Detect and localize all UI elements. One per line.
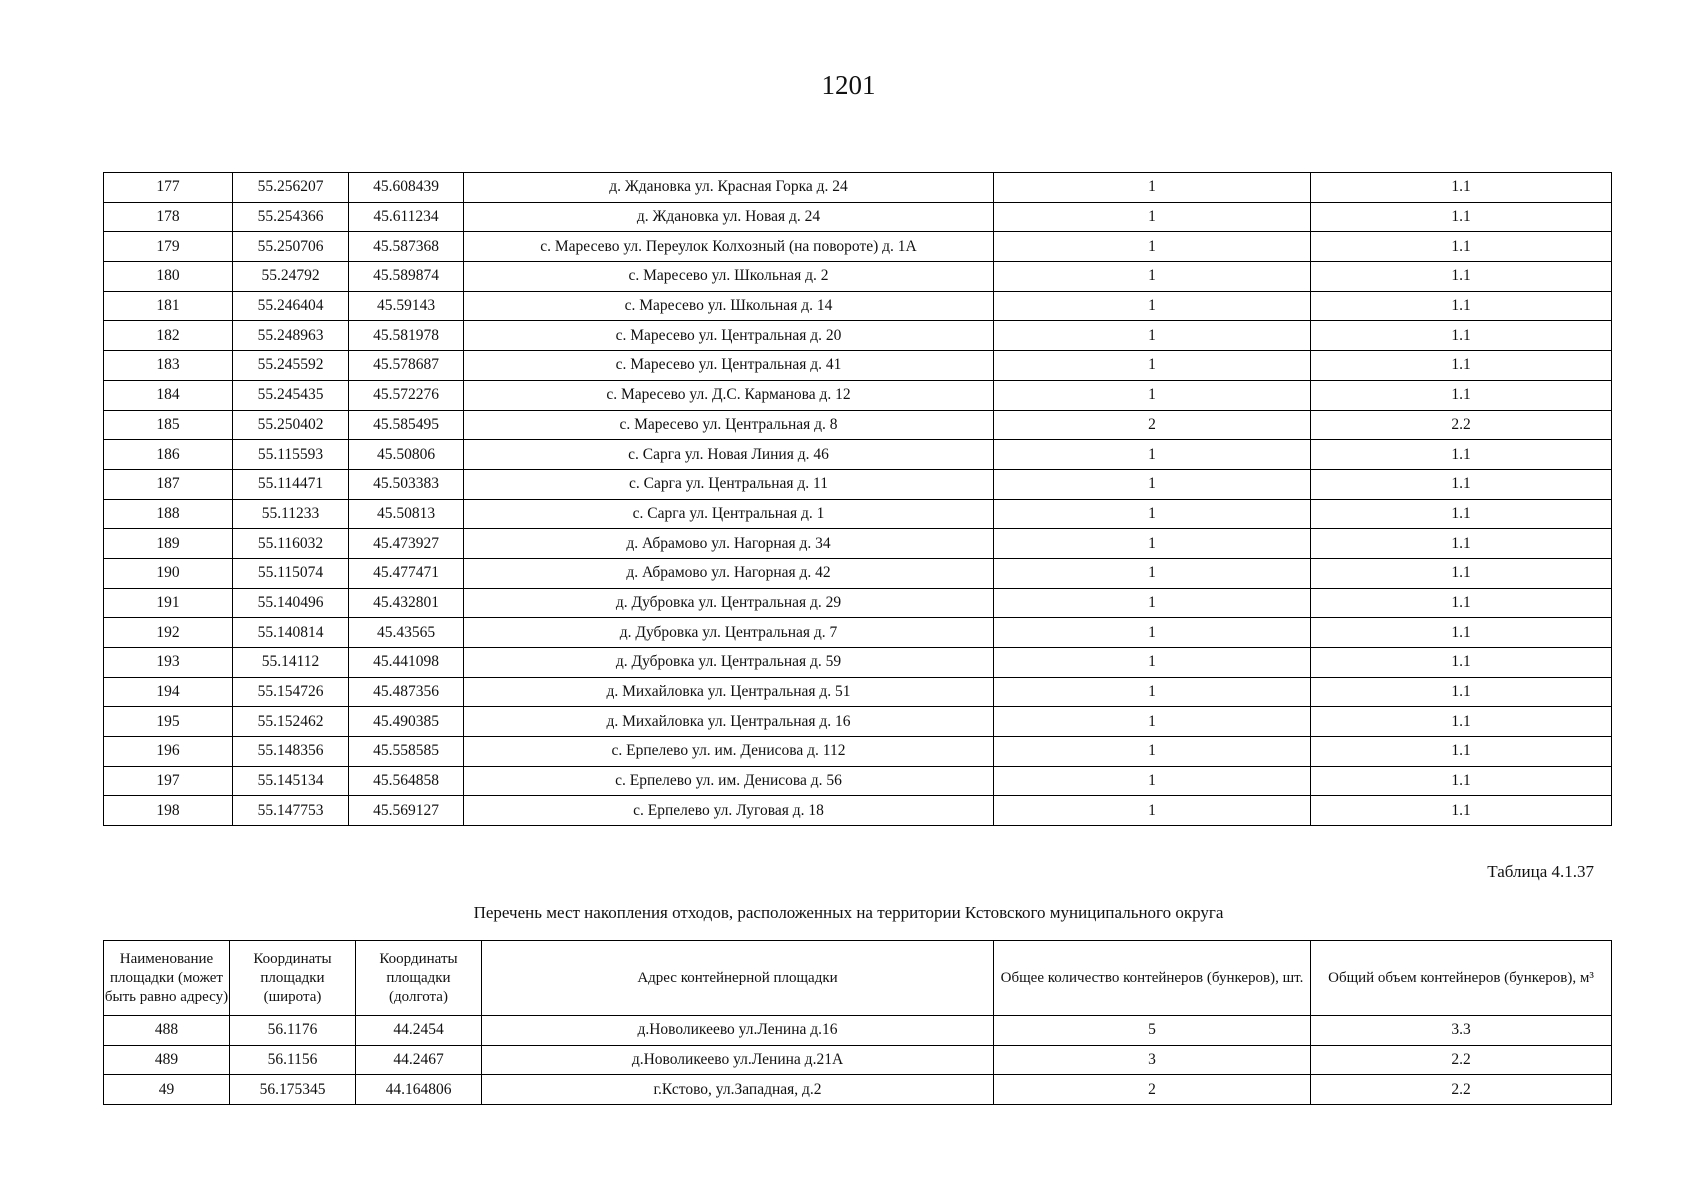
cell-longitude: 45.441098 <box>349 648 464 678</box>
cell-container-volume: 2.2 <box>1311 1075 1612 1105</box>
table-row <box>104 648 1612 678</box>
cell-container-volume: 1.1 <box>1311 618 1612 648</box>
table-row <box>104 737 1612 767</box>
cell-container-volume: 1.1 <box>1311 588 1612 618</box>
cell-latitude: 55.140496 <box>233 588 349 618</box>
cell-latitude: 55.245435 <box>233 380 349 410</box>
cell-longitude: 45.581978 <box>349 321 464 351</box>
cell-container-count: 1 <box>994 232 1311 262</box>
cell-longitude: 45.585495 <box>349 410 464 440</box>
cell-latitude: 55.115593 <box>233 440 349 470</box>
cell-latitude: 55.14112 <box>233 648 349 678</box>
cell-longitude: 44.2454 <box>356 1016 482 1046</box>
cell-longitude: 45.432801 <box>349 588 464 618</box>
cell-container-volume: 1.1 <box>1311 351 1612 381</box>
cell-address: с. Маресево ул. Центральная д. 8 <box>464 410 994 440</box>
cell-site-id: 188 <box>104 499 233 529</box>
table-row <box>104 291 1612 321</box>
cell-longitude: 45.43565 <box>349 618 464 648</box>
cell-longitude: 45.59143 <box>349 291 464 321</box>
cell-container-volume: 2.2 <box>1311 1045 1612 1075</box>
cell-address: д. Ждановка ул. Красная Горка д. 24 <box>464 173 994 203</box>
cell-longitude: 45.564858 <box>349 766 464 796</box>
cell-container-count: 1 <box>994 440 1311 470</box>
cell-container-volume: 1.1 <box>1311 677 1612 707</box>
header-container-count: Общее количество контейнеров (бункеров), шт. <box>994 941 1311 1016</box>
waste-sites-table-continued <box>103 172 1612 826</box>
cell-longitude: 45.572276 <box>349 380 464 410</box>
cell-container-volume: 1.1 <box>1311 291 1612 321</box>
cell-address: д. Дубровка ул. Центральная д. 59 <box>464 648 994 678</box>
cell-site-id: 197 <box>104 766 233 796</box>
cell-latitude: 55.147753 <box>233 796 349 826</box>
cell-container-count: 2 <box>994 1075 1311 1105</box>
cell-container-count: 1 <box>994 529 1311 559</box>
table-row <box>104 1045 1612 1075</box>
cell-latitude: 55.254366 <box>233 202 349 232</box>
table-row <box>104 588 1612 618</box>
table-caption: Перечень мест накопления отходов, расположенных на территории Кстовского муниципального округа <box>473 903 1224 922</box>
cell-site-id: 181 <box>104 291 233 321</box>
cell-address: с. Ерпелево ул. Луговая д. 18 <box>464 796 994 826</box>
cell-latitude: 55.250402 <box>233 410 349 440</box>
cell-latitude: 55.114471 <box>233 469 349 499</box>
cell-container-count: 1 <box>994 796 1311 826</box>
cell-site-id: 177 <box>104 173 233 203</box>
cell-address: с. Маресево ул. Переулок Колхозный (на повороте) д. 1А <box>464 232 994 262</box>
cell-container-count: 1 <box>994 351 1311 381</box>
cell-address: с. Сарга ул. Новая Линия д. 46 <box>464 440 994 470</box>
cell-address: д.Новоликеево ул.Ленина д.21А <box>482 1045 994 1075</box>
cell-address: с. Маресево ул. Центральная д. 20 <box>464 321 994 351</box>
cell-longitude: 45.587368 <box>349 232 464 262</box>
table-row <box>104 469 1612 499</box>
cell-longitude: 45.473927 <box>349 529 464 559</box>
cell-site-id: 187 <box>104 469 233 499</box>
cell-site-id: 194 <box>104 677 233 707</box>
cell-latitude: 55.154726 <box>233 677 349 707</box>
cell-container-count: 1 <box>994 588 1311 618</box>
cell-site-id: 198 <box>104 796 233 826</box>
table-row <box>104 677 1612 707</box>
cell-site-id: 189 <box>104 529 233 559</box>
table-row <box>104 558 1612 588</box>
page-number: 1201 <box>821 70 876 100</box>
cell-site-id: 186 <box>104 440 233 470</box>
cell-longitude: 45.608439 <box>349 173 464 203</box>
cell-address: с. Маресево ул. Школьная д. 2 <box>464 262 994 292</box>
cell-latitude: 55.250706 <box>233 232 349 262</box>
cell-latitude: 56.1156 <box>230 1045 356 1075</box>
table-row <box>104 1075 1612 1105</box>
cell-longitude: 45.578687 <box>349 351 464 381</box>
cell-longitude: 45.503383 <box>349 469 464 499</box>
cell-longitude: 45.569127 <box>349 796 464 826</box>
cell-container-count: 5 <box>994 1016 1311 1046</box>
cell-container-volume: 2.2 <box>1311 410 1612 440</box>
table-row <box>104 262 1612 292</box>
cell-latitude: 55.11233 <box>233 499 349 529</box>
waste-sites-table-kstovo <box>103 940 1612 1105</box>
cell-address: д. Дубровка ул. Центральная д. 7 <box>464 618 994 648</box>
table-row <box>104 410 1612 440</box>
cell-site-id: 185 <box>104 410 233 440</box>
cell-address: с. Маресево ул. Центральная д. 41 <box>464 351 994 381</box>
cell-container-volume: 1.1 <box>1311 499 1612 529</box>
cell-container-count: 1 <box>994 558 1311 588</box>
cell-address: с. Маресево ул. Школьная д. 14 <box>464 291 994 321</box>
cell-latitude: 55.24792 <box>233 262 349 292</box>
cell-container-volume: 1.1 <box>1311 558 1612 588</box>
cell-address: с. Ерпелево ул. им. Денисова д. 112 <box>464 737 994 767</box>
cell-container-volume: 1.1 <box>1311 707 1612 737</box>
cell-longitude: 45.487356 <box>349 677 464 707</box>
cell-site-id: 180 <box>104 262 233 292</box>
cell-address: д. Абрамово ул. Нагорная д. 42 <box>464 558 994 588</box>
table-row <box>104 232 1612 262</box>
table-row <box>104 707 1612 737</box>
cell-longitude: 45.558585 <box>349 737 464 767</box>
cell-container-volume: 1.1 <box>1311 469 1612 499</box>
cell-address: с. Сарга ул. Центральная д. 1 <box>464 499 994 529</box>
cell-container-volume: 1.1 <box>1311 232 1612 262</box>
cell-container-volume: 1.1 <box>1311 796 1612 826</box>
table-row <box>104 618 1612 648</box>
cell-longitude: 45.611234 <box>349 202 464 232</box>
cell-container-volume: 1.1 <box>1311 202 1612 232</box>
cell-site-id: 178 <box>104 202 233 232</box>
cell-longitude: 44.2467 <box>356 1045 482 1075</box>
cell-container-count: 1 <box>994 707 1311 737</box>
cell-latitude: 56.175345 <box>230 1075 356 1105</box>
cell-site-id: 49 <box>104 1075 230 1105</box>
cell-longitude: 44.164806 <box>356 1075 482 1105</box>
table-row <box>104 380 1612 410</box>
cell-container-volume: 1.1 <box>1311 440 1612 470</box>
cell-address: д.Новоликеево ул.Ленина д.16 <box>482 1016 994 1046</box>
cell-longitude: 45.50806 <box>349 440 464 470</box>
cell-container-volume: 1.1 <box>1311 766 1612 796</box>
cell-latitude: 55.115074 <box>233 558 349 588</box>
cell-address: д. Абрамово ул. Нагорная д. 34 <box>464 529 994 559</box>
cell-site-id: 183 <box>104 351 233 381</box>
cell-site-id: 184 <box>104 380 233 410</box>
cell-container-volume: 1.1 <box>1311 529 1612 559</box>
cell-container-count: 1 <box>994 321 1311 351</box>
cell-container-count: 3 <box>994 1045 1311 1075</box>
cell-address: д. Ждановка ул. Новая д. 24 <box>464 202 994 232</box>
table-body <box>104 173 1612 826</box>
header-site-name: Наименование площадки (может быть равно адресу) <box>104 941 230 1016</box>
cell-site-id: 191 <box>104 588 233 618</box>
cell-site-id: 196 <box>104 737 233 767</box>
table-label: Таблица 4.1.37 <box>1487 862 1594 881</box>
table-row <box>104 202 1612 232</box>
table-row <box>104 529 1612 559</box>
cell-latitude: 55.152462 <box>233 707 349 737</box>
table-row <box>104 1016 1612 1046</box>
cell-container-count: 1 <box>994 499 1311 529</box>
table-body <box>104 1016 1612 1105</box>
table-row <box>104 766 1612 796</box>
cell-longitude: 45.477471 <box>349 558 464 588</box>
table-row <box>104 796 1612 826</box>
cell-latitude: 55.248963 <box>233 321 349 351</box>
cell-container-volume: 1.1 <box>1311 380 1612 410</box>
table-row <box>104 351 1612 381</box>
header-longitude: Координаты площадки (долгота) <box>356 941 482 1016</box>
cell-container-volume: 1.1 <box>1311 321 1612 351</box>
cell-address: д. Михайловка ул. Центральная д. 51 <box>464 677 994 707</box>
header-container-volume: Общий объем контейнеров (бункеров), м³ <box>1311 941 1612 1016</box>
cell-container-volume: 3.3 <box>1311 1016 1612 1046</box>
cell-container-count: 1 <box>994 677 1311 707</box>
cell-latitude: 55.256207 <box>233 173 349 203</box>
cell-site-id: 195 <box>104 707 233 737</box>
table-row <box>104 321 1612 351</box>
header-latitude: Координаты площадки (широта) <box>230 941 356 1016</box>
cell-latitude: 55.245592 <box>233 351 349 381</box>
cell-container-count: 2 <box>994 410 1311 440</box>
cell-site-id: 179 <box>104 232 233 262</box>
cell-latitude: 55.140814 <box>233 618 349 648</box>
cell-container-volume: 1.1 <box>1311 648 1612 678</box>
cell-container-count: 1 <box>994 618 1311 648</box>
cell-latitude: 56.1176 <box>230 1016 356 1046</box>
cell-latitude: 55.148356 <box>233 737 349 767</box>
cell-container-count: 1 <box>994 737 1311 767</box>
cell-address: г.Кстово, ул.Западная, д.2 <box>482 1075 994 1105</box>
cell-container-count: 1 <box>994 648 1311 678</box>
cell-latitude: 55.145134 <box>233 766 349 796</box>
cell-container-count: 1 <box>994 469 1311 499</box>
cell-latitude: 55.246404 <box>233 291 349 321</box>
cell-site-id: 489 <box>104 1045 230 1075</box>
header-address: Адрес контейнерной площадки <box>482 941 994 1016</box>
cell-longitude: 45.490385 <box>349 707 464 737</box>
cell-longitude: 45.589874 <box>349 262 464 292</box>
cell-container-volume: 1.1 <box>1311 262 1612 292</box>
cell-site-id: 193 <box>104 648 233 678</box>
table-header-row <box>104 941 1612 1016</box>
table-row <box>104 173 1612 203</box>
cell-longitude: 45.50813 <box>349 499 464 529</box>
cell-address: с. Маресево ул. Д.С. Карманова д. 12 <box>464 380 994 410</box>
cell-container-count: 1 <box>994 291 1311 321</box>
cell-container-count: 1 <box>994 202 1311 232</box>
cell-address: с. Сарга ул. Центральная д. 11 <box>464 469 994 499</box>
cell-latitude: 55.116032 <box>233 529 349 559</box>
cell-site-id: 190 <box>104 558 233 588</box>
cell-site-id: 488 <box>104 1016 230 1046</box>
cell-container-count: 1 <box>994 262 1311 292</box>
cell-address: д. Михайловка ул. Центральная д. 16 <box>464 707 994 737</box>
cell-container-count: 1 <box>994 173 1311 203</box>
cell-container-count: 1 <box>994 380 1311 410</box>
cell-container-volume: 1.1 <box>1311 737 1612 767</box>
table-row <box>104 499 1612 529</box>
cell-address: с. Ерпелево ул. им. Денисова д. 56 <box>464 766 994 796</box>
table-row <box>104 440 1612 470</box>
cell-container-volume: 1.1 <box>1311 173 1612 203</box>
cell-address: д. Дубровка ул. Центральная д. 29 <box>464 588 994 618</box>
cell-container-count: 1 <box>994 766 1311 796</box>
cell-site-id: 192 <box>104 618 233 648</box>
cell-site-id: 182 <box>104 321 233 351</box>
